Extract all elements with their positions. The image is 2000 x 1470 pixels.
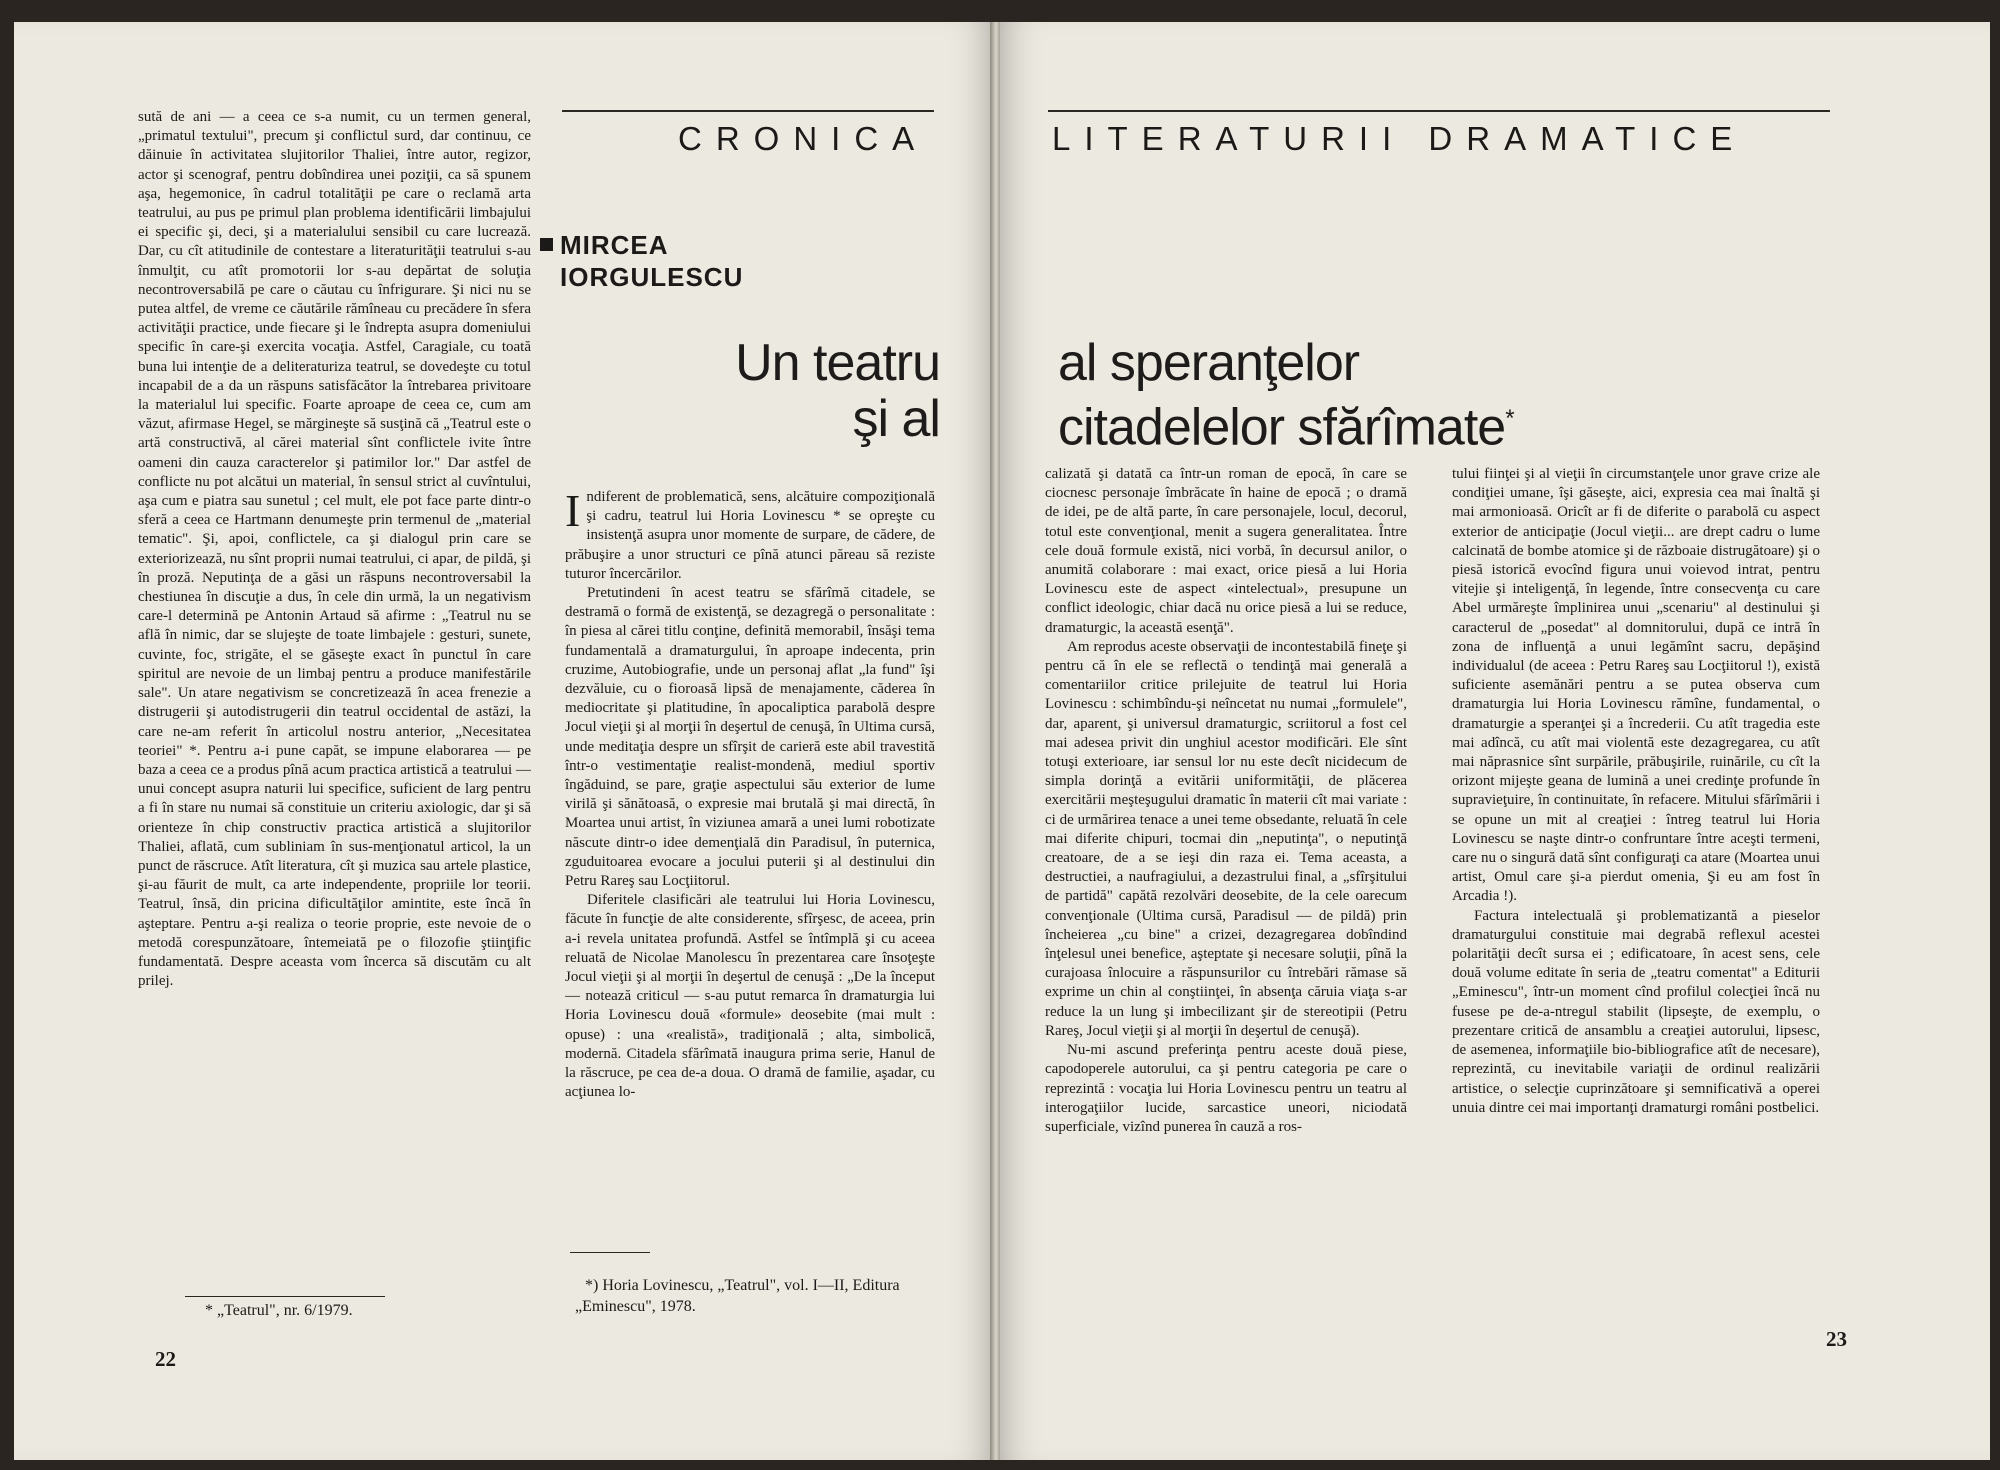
article-paragraph: Pretutindeni în acest teatru se sfărîmă citadele, se destramă o formă de existenţă, se dezagregă o personalitate : în piesa al cărei titlu conţine, definită memorabil, însăşi tema fundamentală a dramaturgului, în aproape indecenta, prin cruzime, Autobiografie, unde un personaj aflat „la fund" îşi dezvăluie, cu o fioroasă lipsă de menajamente, căderea în mediocritate şi platitudine, în apocaliptica parabolă despre Jocul vieţii şi al morţii în deşertul de cenuşă, în Ultima cursă, unde meditaţia despre un sfîrşit de carieră este abil travestită într-o vestimentaţie realist-mondenă, mediul sportiv îngăduind, se pare, graţie aspectului său exterior de lume virilă şi sănătoasă, o expresie mai brutală şi mai directă, în Moartea unui artist, în viziunea amară a unei lumi robotizate născute dintr-o idee demenţială din Paradisul, în puternica, zguduitoarea evocare a jocului puterii şi al destinului din Petru Rareş sau Locţiitorul. [565,585,935,890]
left-column-paragraph: sută de ani — a ceea ce s-a numit, cu un termen general, „primatul textului", precum şi conflictul surd, dar continuu, ce dăinuie în activitatea slujitorilor Thaliei, între autor, regizor, actor şi scenograf, pentru dobîndirea unei poziţii, ca să spunem aşa, hegemonice, în cadrul totalităţii pe care o reclamă arta teatrului, au pus pe primul plan problema identificării limbajului ei specific şi, deci, şi a materialului sensibil cu care lucrează. Dar, cu cît atitudinile de contestare a literaturităţii teatrului s-au înmulţit, cu atît promotorii lor s-au depărtat de soluţia necontroversabilă pe care o căutau cu înfrigurare. Şi nici nu se putea altfel, de vreme ce căutările rămîneau cu precădere în sfera activităţii practice, unde fiecare şi le îndrepta asupra domeniului specific în care-şi exercita vocaţia. Astfel, Caragiale, cu toată buna lui intenţie de a deliteraturiza teatrul, se dovedeşte cu totul incapabil de a da un răspuns satisfăcător la întrebarea privitoare la materialul lui specific. Foarte aproape de ceea ce, cum am văzut, afirmase Hegel, se mărgineşte să susţină că „Teatrul este o artă constructivă, al cărei material sînt conflictele ivite între oameni din cauza caracterelor şi patimilor lor." Dar astfel de conflicte nu pot alcătui un material, în sensul strict al cuvîntului, aşa cum e piatra sau sunetul ; cel mult, ele pot face parte dintr-o sferă a ceea ce Hartmann denumeşte prin termenul de „material tematic". Şi, apoi, conflictele, ca şi dialogul prin care se exteriorizează, nu sînt proprii numai teatrului, ci apar, de pildă, şi în proză. Neputinţa de a găsi un răspuns necontroversabil la chestiunea în discuţie a dus, în cele din urmă, la un negativism care-l determină pe Antonin Artaud să afirme : „Teatrul nu se află în nimic, dar se slujeşte de toate limbajele : gesturi, sunete, cuvinte, foc, strigăte, el se găseşte exact în punctul în care spiritul are nevoie de un limbaj pentru a produce manifestările sale". Un atare negativism se concretizează în acea frenezie a distrugerii şi autodistrugerii din teatrul occidental de astăzi, la care ne-am referit în articolul nostru anterior, „Necesitatea teoriei" *. Pentru a-i pune capăt, se impune elaborarea — pe baza a ceea ce a produs pînă acum practica artistică a teatrului — unui concept asupra naturii lui specifice, suficient de larg pentru a fi în stare nu numai să constituie un criteriu axiologic, dar şi să orienteze în chip constructiv practica artistică a slujitorilor Thaliei, aflată, cum subliniam în sus-menţionatul articol, la un punct de răscruce. Atît literatura, cît şi muzica sau artele plastice, şi-au făurit de mult, ca arte independente, propriile lor teorii. Teatrul, însă, din pricina dificultăţilor amintite, este încă în aşteptare. Pentru a-şi realiza o teorie proprie, este nevoie de o metodă corespunzătoare, întemeiată pe o filozofie ştiinţific fundamentată. Despre aceasta vom încerca să discutăm cu alt prilej. [138,109,531,990]
article-title-left [735,335,940,447]
page-number-right: 23 [1826,1327,1847,1351]
article-column-1 [565,488,935,1226]
title-line-3: al speranţelor [1058,334,1360,392]
article-paragraph: Factura intelectuală şi problematizantă a pieselor dramaturgului constituie mai degrabă reflexul acestei polarităţii decît sursa ei ; edificatoare, în acest sens, cele două volume editate în seria de „teatru comentat" a Editurii „Eminescu", într-un moment cînd profilul colecţiei încă nu fusese pe de-a-ntregul stabilit (lipseşte, de exemplu, o prezentare critică de ansamblu a creaţiei autorului, lipsesc, de asemenea, informaţiile bio-bibliografice atît de necesare), reprezintă, cu inevitabile variaţii de ordinul realizării artistice, o selecţie cuprinzătoare şi semnificativă a operei unuia dintre cei mai importanţi dramaturgi români postbelici. [1452,907,1820,1116]
footnote-rule [185,1296,385,1297]
page-number-left: 22 [155,1347,176,1371]
author-name [560,229,743,293]
section-heading-literaturii-dramatice: LITERATURII DRAMATICE [1052,120,1747,157]
article-paragraph: Nu-mi ascund preferinţa pentru aceste două piese, capodoperele autorului, ca şi pentru categoria pe care o reprezintă : vocaţia lui Horia Lovinescu pentru un teatru al interogaţiilor lucide, sarcastice uneori, niciodată superficiale, vizînd punerea în cauză a ros- [1045,1042,1407,1135]
article-column-2 [1045,465,1407,1325]
author-bullet-square [540,238,553,251]
title-line-1: Un teatru [735,334,940,392]
article-footnote: *) Horia Lovinescu, „Teatrul", vol. I—II, Editura „Eminescu", 1978. [575,1277,900,1315]
article-title-right [1058,335,1514,455]
left-footnote: * „Teatrul", nr. 6/1979. [205,1302,353,1319]
article-paragraph: Am reprodus aceste observaţii de incontestabilă fineţe şi pentru că în ele se reflectă o tendinţă mai generală a comentariilor critice prilejuite de teatrul lui Horia Lovinescu : schimbîndu-şi neîncetat nu numai „formulele", dar, aparent, şi universul dramaturgic, scriitorul a fost cel mai adesea privit din unghiul acestor modificări. Ele sînt totuşi exterioare, iar sensul lor nu este decît nicidecum de simpla dorinţă a evitării uniformităţii, de plăcerea exercitării meşteşugului dramatic în materii cît mai variate : ci de urmărirea tenace a unei teme obsedante, reluată în cele mai diferite chipuri, tocmai din „neputinţa", o neputinţă creatoare, de a se ieşi din raza ei. Tema aceasta, a destructiei, a naufragiului, a dezastrului final, a „sfîrşitului de partidă" capătă rezolvări deosebite, de la cele oarecum convenţionale (Ultima cursă, Paradisul — de pildă) prin încheierea „cu bine" a crizei, dezagregarea dobîndind înţelesul unei benefice, aşteptate şi necesare soluţii, pînă la curajoasa înlocuire a răspunsurilor cu întrebări rămase să exprime un chin al conştiinţei, în absenţa căruia viaţa s-ar reduce la un lung şi imbecilizant şir de stereotipii (Petru Rareş, Jocul vieţii şi al morţii în deşertul de cenuşă). [1045,638,1407,1039]
drop-cap: I [565,488,581,536]
section-heading-cronica: CRONICA [678,120,929,157]
title-line-2: şi al [852,390,940,448]
header-rule-left [562,110,934,112]
article-paragraph: tului fiinţei şi al vieţii în circumstanţele unor grave crize ale condiţiei umane, îşi găseşte, aici, expresia cea mai înaltă şi mai armonioasă. Oricît ar fi de diferite o parabolă cu aspect exterior de anticipaţie (Jocul vieţii... are drept cadru o lume calcinată de bombe atomice şi de războaie distrugătoare) şi o piesă istorică evocînd figura unui voievod intrat, pentru vitejie şi inteligenţă, în legende, între consecvenţa cu care Abel urmăreşte împlinirea unui „scenariu" al destinului şi caracterul de „posedat" al domnitorului, după ce intră în zona de influenţă a unui legămînt sacru, depăşind individualul (de aceea : Petru Rareş sau Locţiitorul !), există suficiente asemănări pentru a se putea observa cum dramaturgia lui Horia Lovinescu rămîne, fundamental, o dramaturgie a speranţei şi a încrederii. Cu atît tragedia este mai adîncă, cu atît mai violentă este dezagregarea, cu atît mai năprasnice sînt surpările, prăbuşirile, ruinările, cu cît la orizont mijeşte geana de lumină a unei credinţe profunde în supravieţuire, în continuitate, în refacere. Mitului sfărîmării i se opune un mit al creaţiei : întreg teatrul lui Horia Lovinescu se naşte dintr-o confruntare între aceşti termeni, care nu o singură dată sînt configuraţi ca atare (Moartea unui artist, Omul care şi-a pierdut omenia, Şi eu am fost în Arcadia !). [1452,466,1820,905]
article-paragraph: Diferitele clasificări ale teatrului lui Horia Lovinescu, făcute în funcţie de alte considerente, sfîrşesc, de aceea, prin a-i revela unitatea profundă. Astfel se întîmplă şi cu aceea reluată de Nicolae Manolescu în prezentarea care însoţeşte Jocul vieţii şi al morţii în deşertul de cenuşă : „De la început — notează criticul — s-au putut remarca în dramaturgia lui Horia Lovinescu două «formule» deosebite (mai mult : opuse) : una «realistă», tradiţională ; alta, simbolică, modernă. Citadela sfărîmată inaugura prima serie, Hanul de la răscruce, pe cea de-a doua. O dramă de familie, aşadar, cu acţiunea lo- [565,892,935,1101]
header-rule-right [1048,110,1830,112]
article-paragraph [565,488,935,584]
article-column-3 [1452,465,1820,1325]
left-page-column [138,108,531,1304]
article-paragraph-text: ndiferent de problematică, sens, alcătuire compoziţională şi cadru, teatrul lui Horia Lovinescu * se opreşte cu insistenţă asupra unor momente de surpare, de cădere, de prăbuşire a unor structuri ce pînă atunci păreau să reziste tuturor încercărilor. [565,489,935,582]
author-last-name: IORGULESCU [560,262,744,292]
footnote-rule [570,1252,650,1253]
title-asterisk: * [1505,405,1514,432]
article-paragraph: calizată şi datată ca într-un roman de epocă, în care se ciocnesc personaje îmbrăcate în haine de epocă ; o dramă de idei, pe de altă parte, în care personajele, locul, decorul, totul este convenţional, menit a sugera generalitatea. Între cele două formule există, nici vorbă, în decursul anilor, o anumită colaborare : mai exact, orice piesă a lui Horia Lovinescu este de aspect «intelectual», presupune un conflict ideologic, chiar dacă nu orice piesă a lui se reduce, dramaturgic, la această esenţă". [1045,466,1407,636]
title-line-4: citadelelor sfărîmate [1058,398,1506,457]
author-first-name: MIRCEA [560,230,669,260]
